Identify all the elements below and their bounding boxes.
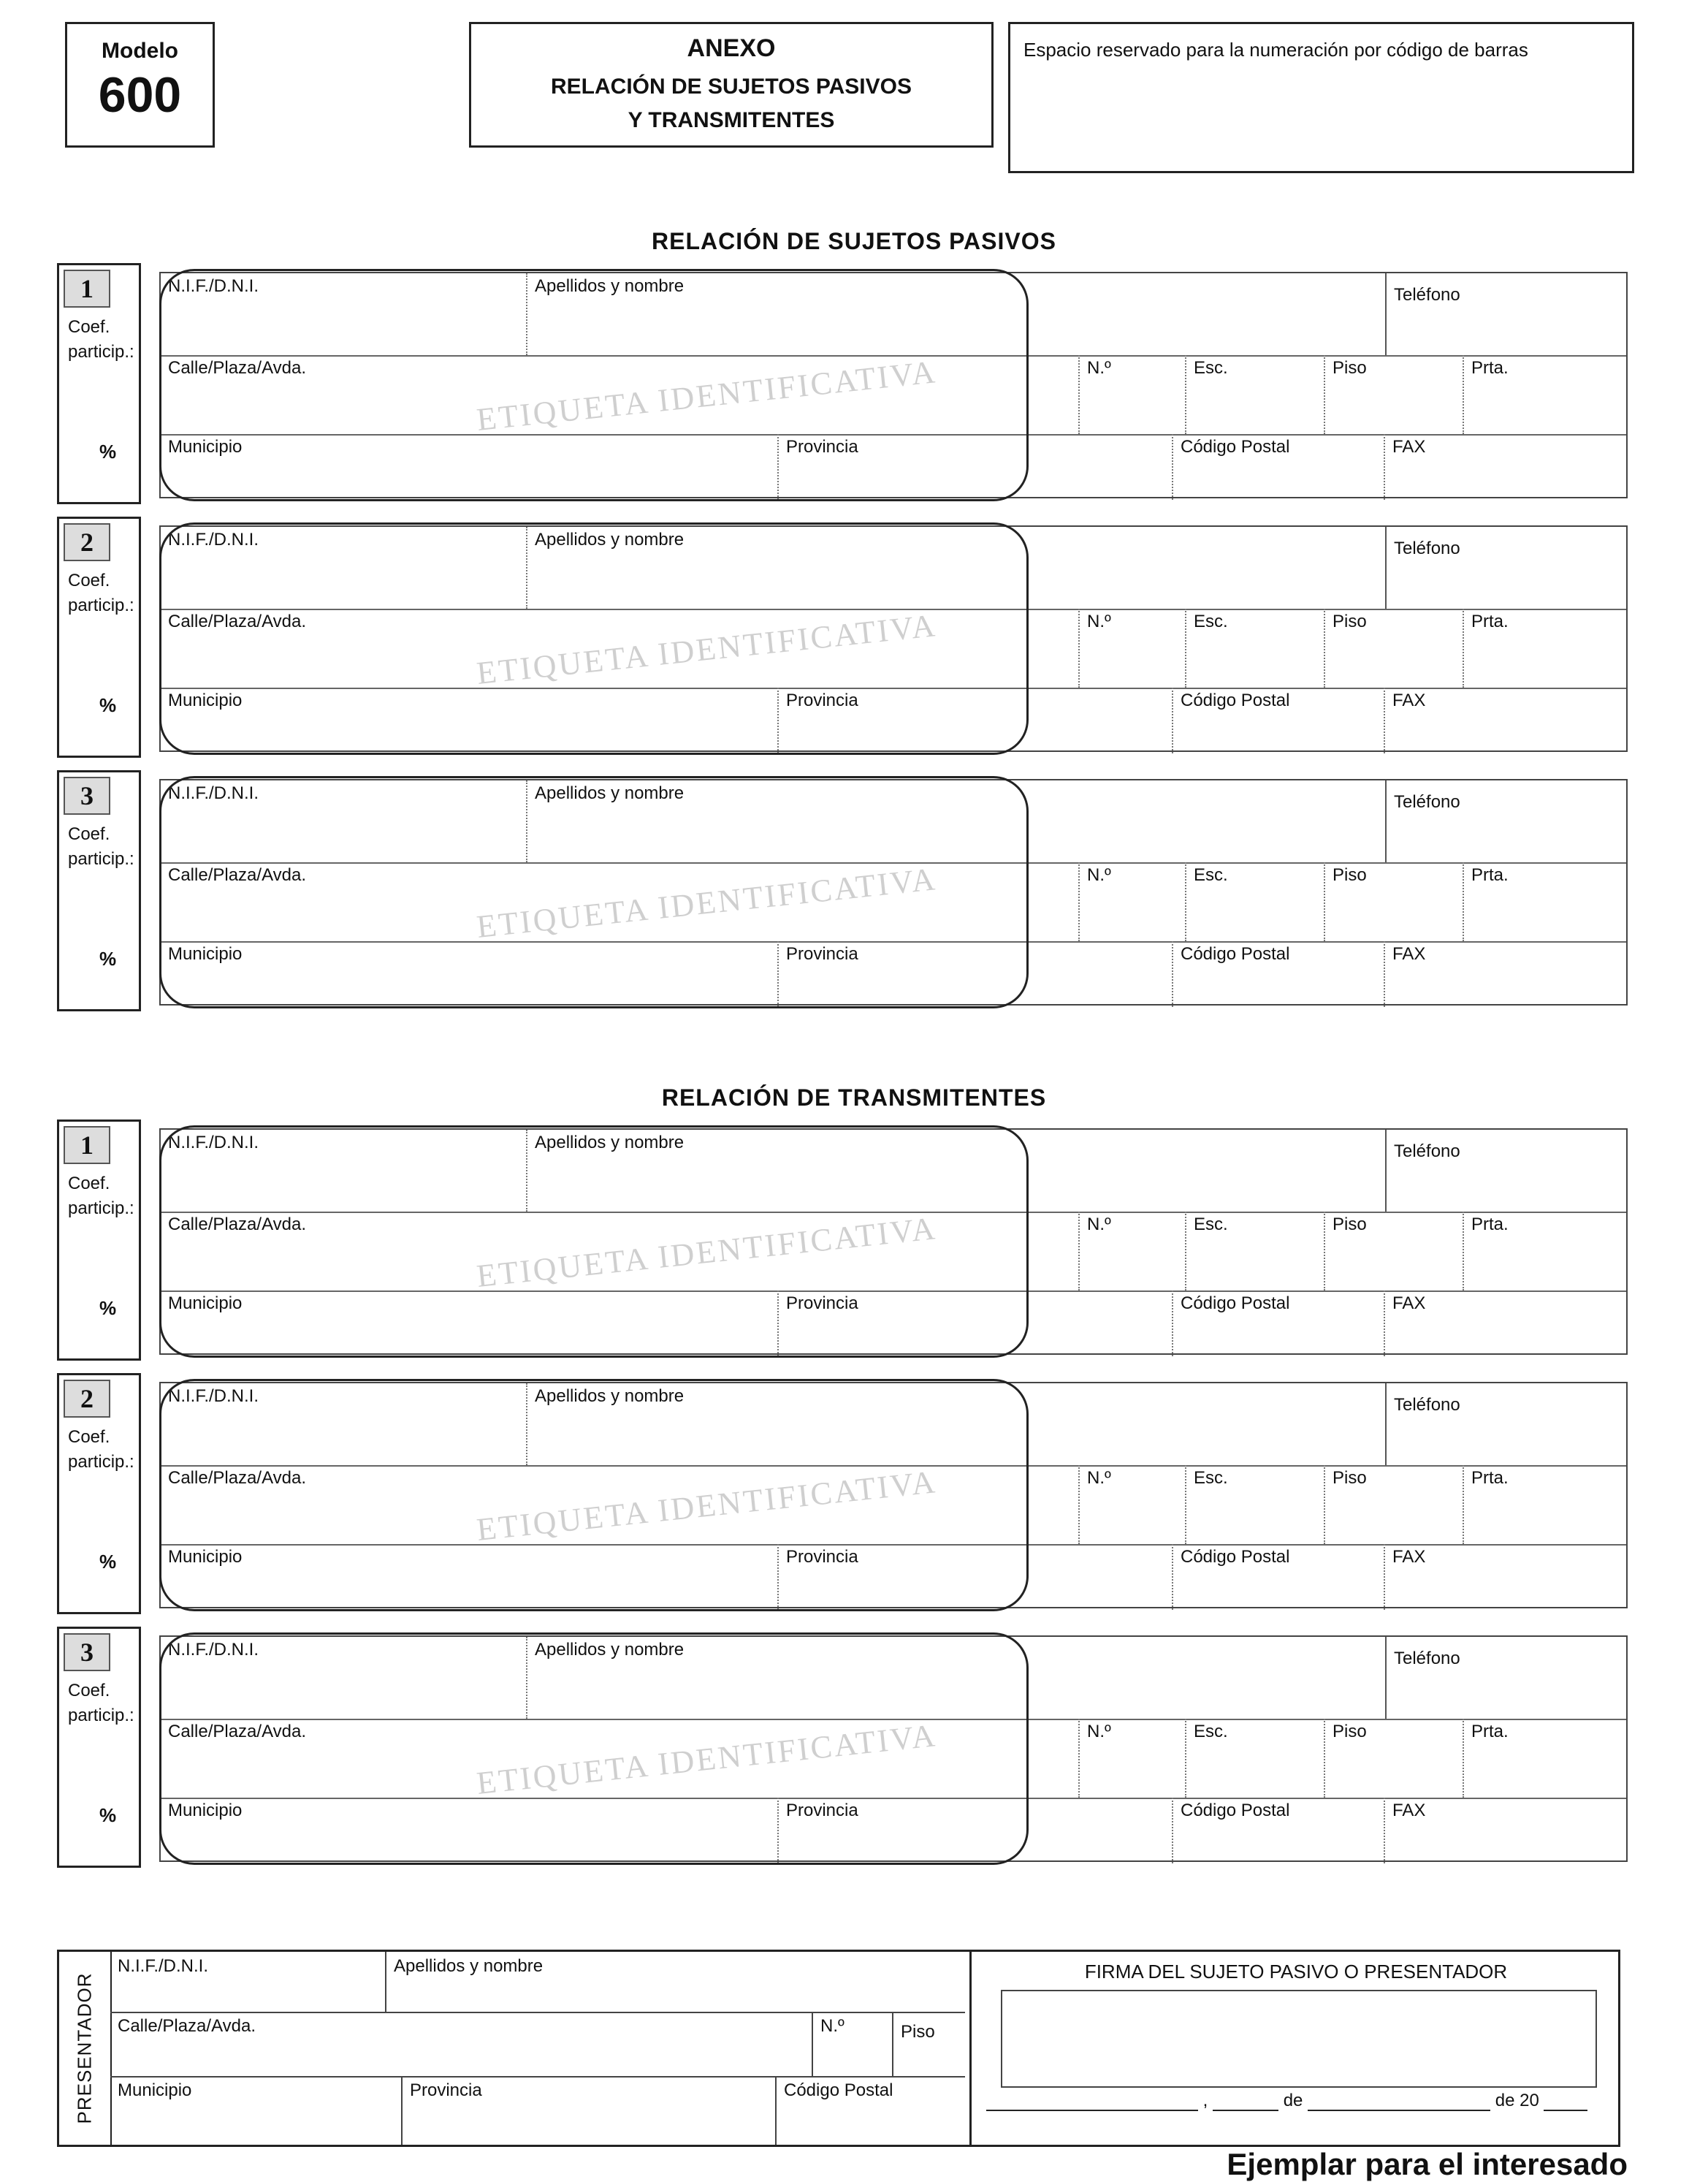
numero-field[interactable] — [1078, 1212, 1185, 1290]
prta-label: Prta. — [1471, 1722, 1509, 1741]
entry-grid — [159, 1635, 1628, 1862]
codigo-postal-field[interactable] — [1172, 1798, 1384, 1863]
piso-field[interactable] — [1324, 1719, 1463, 1798]
entry-number-column — [57, 770, 141, 1011]
coef-label — [68, 1679, 134, 1728]
row-identification — [161, 780, 1626, 864]
watermark-text: ETIQUETA IDENTIFICATIVA — [475, 1717, 939, 1801]
presentador-numero-field[interactable] — [812, 2012, 892, 2076]
fax-label: FAX — [1392, 1547, 1426, 1567]
municipio-field[interactable] — [161, 1290, 777, 1356]
coef-label — [68, 315, 134, 365]
row-identification — [161, 1383, 1626, 1467]
provincia-label: Provincia — [786, 437, 858, 457]
coef-label — [68, 1171, 134, 1221]
presentador-section — [57, 1950, 1620, 2147]
section-title-transmitentes: RELACIÓN DE TRANSMITENTES — [661, 1084, 1047, 1111]
presentador-codigo-postal-field[interactable] — [775, 2076, 965, 2145]
esc-field[interactable] — [1185, 1212, 1324, 1290]
particip-text: particip.: — [68, 1706, 134, 1725]
municipio-label: Municipio — [168, 1293, 243, 1313]
esc-field[interactable] — [1185, 1719, 1324, 1798]
presentador-municipio-label: Municipio — [118, 2080, 192, 2100]
entry-sujetos-3 — [0, 770, 1708, 1011]
coef-text: Coef. — [68, 571, 110, 590]
prta-label: Prta. — [1471, 865, 1509, 885]
entry-sujetos-2 — [0, 517, 1708, 758]
nif-label: N.I.F./D.N.I. — [168, 1640, 259, 1660]
apellidos-label: Apellidos y nombre — [535, 276, 685, 296]
piso-label: Piso — [1333, 612, 1367, 631]
row-location — [161, 688, 1626, 753]
fax-label: FAX — [1392, 437, 1426, 457]
row-address — [161, 1465, 1626, 1546]
prta-label: Prta. — [1471, 1214, 1509, 1234]
piso-label: Piso — [1333, 358, 1367, 378]
provincia-field[interactable] — [777, 1290, 1172, 1356]
telefono-field[interactable] — [1385, 1637, 1629, 1719]
entry-grid — [159, 1128, 1628, 1355]
codigo-postal-field[interactable] — [1172, 1290, 1384, 1356]
provincia-label: Provincia — [786, 1293, 858, 1313]
calle-label: Calle/Plaza/Avda. — [168, 1722, 306, 1741]
presentador-label: PRESENTADOR — [73, 1972, 96, 2124]
entry-number-column — [57, 1627, 141, 1868]
prta-field[interactable] — [1463, 1212, 1629, 1290]
row-location — [161, 1798, 1626, 1863]
provincia-field[interactable] — [777, 1544, 1172, 1610]
esc-label: Esc. — [1194, 358, 1228, 378]
row-address — [161, 609, 1626, 689]
numero-field[interactable] — [1078, 1465, 1185, 1544]
fax-label: FAX — [1392, 1801, 1426, 1820]
prta-field[interactable] — [1463, 609, 1629, 688]
date-comma: , — [1202, 2091, 1208, 2110]
codigo-postal-field[interactable] — [1172, 1544, 1384, 1610]
municipio-label: Municipio — [168, 1547, 243, 1567]
calle-field[interactable] — [161, 355, 1078, 434]
entry-grid — [159, 779, 1628, 1006]
date-year-field[interactable] — [1544, 2094, 1587, 2111]
calle-label: Calle/Plaza/Avda. — [168, 865, 306, 885]
calle-field[interactable] — [161, 862, 1078, 941]
entry-transmitentes-2 — [0, 1373, 1708, 1614]
provincia-label: Provincia — [786, 944, 858, 964]
presentador-side — [59, 1952, 112, 2145]
entry-number-column — [57, 517, 141, 758]
telefono-label: Teléfono — [1394, 1141, 1460, 1161]
date-place-field[interactable] — [986, 2094, 1198, 2111]
telefono-field[interactable] — [1385, 273, 1629, 355]
telefono-label: Teléfono — [1394, 539, 1460, 558]
fax-label: FAX — [1392, 691, 1426, 710]
piso-label: Piso — [1333, 865, 1367, 885]
municipio-field[interactable] — [161, 688, 777, 753]
coef-label — [68, 1425, 134, 1475]
entry-number: 3 — [64, 777, 110, 815]
apellidos-label: Apellidos y nombre — [535, 783, 685, 803]
presentador-codigo-postal-label: Código Postal — [784, 2080, 893, 2100]
telefono-field[interactable] — [1385, 780, 1629, 862]
presentador-nif-field[interactable] — [110, 1952, 385, 2012]
presentador-calle-label: Calle/Plaza/Avda. — [118, 2016, 256, 2036]
numero-label: N.º — [1087, 612, 1111, 631]
esc-field[interactable] — [1185, 1465, 1324, 1544]
codigo-postal-field[interactable] — [1172, 434, 1384, 500]
anexo-box — [469, 22, 994, 148]
modelo-number: 600 — [98, 67, 182, 123]
nif-field[interactable] — [161, 1130, 526, 1212]
municipio-label: Municipio — [168, 944, 243, 964]
footer-copy-label: Ejemplar para el interesado — [1227, 2147, 1628, 2181]
firma-section — [969, 1952, 1620, 2145]
numero-field[interactable] — [1078, 862, 1185, 941]
esc-field[interactable] — [1185, 862, 1324, 941]
entry-sujetos-1 — [0, 263, 1708, 504]
provincia-field[interactable] — [777, 1798, 1172, 1863]
prta-label: Prta. — [1471, 612, 1509, 631]
nif-label: N.I.F./D.N.I. — [168, 276, 259, 296]
presentador-row-3 — [110, 2076, 965, 2145]
signature-box[interactable] — [1001, 1990, 1597, 2088]
esc-field[interactable] — [1185, 609, 1324, 688]
esc-label: Esc. — [1194, 1468, 1228, 1488]
municipio-label: Municipio — [168, 437, 243, 457]
codigo-postal-label: Código Postal — [1181, 691, 1290, 710]
esc-field[interactable] — [1185, 355, 1324, 434]
row-location — [161, 434, 1626, 500]
calle-field[interactable] — [161, 1212, 1078, 1290]
coef-percent-input[interactable]: % — [99, 1804, 117, 1826]
watermark-text: ETIQUETA IDENTIFICATIVA — [475, 607, 939, 691]
prta-field[interactable] — [1463, 1719, 1629, 1798]
piso-label: Piso — [1333, 1468, 1367, 1488]
nif-label: N.I.F./D.N.I. — [168, 783, 259, 803]
piso-field[interactable] — [1324, 1212, 1463, 1290]
codigo-postal-label: Código Postal — [1181, 1547, 1290, 1567]
esc-label: Esc. — [1194, 1722, 1228, 1741]
particip-text: particip.: — [68, 1198, 134, 1218]
esc-label: Esc. — [1194, 612, 1228, 631]
coef-percent-input[interactable]: % — [99, 948, 117, 970]
presentador-provincia-field[interactable] — [401, 2076, 775, 2145]
presentador-provincia-label: Provincia — [410, 2080, 482, 2100]
anexo-line-1: RELACIÓN DE SUJETOS PASIVOS — [551, 75, 912, 99]
watermark-text: ETIQUETA IDENTIFICATIVA — [475, 1464, 939, 1548]
telefono-label: Teléfono — [1394, 1395, 1460, 1415]
presentador-apellidos-field[interactable] — [385, 1952, 965, 2012]
provincia-field[interactable] — [777, 688, 1172, 753]
row-identification — [161, 1130, 1626, 1213]
row-identification — [161, 527, 1626, 610]
date-de-1: de — [1283, 2091, 1303, 2110]
calle-field[interactable] — [161, 609, 1078, 688]
nif-label: N.I.F./D.N.I. — [168, 530, 259, 550]
codigo-postal-label: Código Postal — [1181, 1801, 1290, 1820]
anexo-subtitle — [471, 70, 991, 137]
numero-field[interactable] — [1078, 355, 1185, 434]
provincia-field[interactable] — [777, 434, 1172, 500]
telefono-label: Teléfono — [1394, 285, 1460, 305]
codigo-postal-label: Código Postal — [1181, 944, 1290, 964]
watermark-text: ETIQUETA IDENTIFICATIVA — [475, 861, 939, 945]
coef-percent-input[interactable]: % — [99, 1551, 117, 1573]
numero-label: N.º — [1087, 1468, 1111, 1488]
entry-number: 2 — [64, 1380, 110, 1418]
fax-field[interactable] — [1384, 941, 1629, 1007]
esc-label: Esc. — [1194, 865, 1228, 885]
particip-text: particip.: — [68, 849, 134, 869]
nif-field[interactable] — [161, 1637, 526, 1719]
row-address — [161, 1212, 1626, 1292]
provincia-label: Provincia — [786, 1547, 858, 1567]
municipio-field[interactable] — [161, 941, 777, 1007]
presentador-municipio-field[interactable] — [110, 2076, 401, 2145]
prta-field[interactable] — [1463, 355, 1629, 434]
row-identification — [161, 273, 1626, 357]
row-location — [161, 941, 1626, 1007]
presentador-row-1 — [110, 1952, 965, 2013]
fax-field[interactable] — [1384, 1290, 1629, 1356]
telefono-field[interactable] — [1385, 527, 1629, 609]
telefono-field[interactable] — [1385, 1383, 1629, 1465]
fax-label: FAX — [1392, 944, 1426, 964]
nif-field[interactable] — [161, 1383, 526, 1465]
municipio-field[interactable] — [161, 1798, 777, 1863]
calle-label: Calle/Plaza/Avda. — [168, 358, 306, 378]
piso-label: Piso — [1333, 1214, 1367, 1234]
fax-label: FAX — [1392, 1293, 1426, 1313]
coef-percent-input[interactable]: % — [99, 1297, 117, 1319]
entry-transmitentes-3 — [0, 1627, 1708, 1868]
calle-label: Calle/Plaza/Avda. — [168, 1214, 306, 1234]
presentador-fields — [110, 1952, 965, 2145]
numero-field[interactable] — [1078, 1719, 1185, 1798]
calle-field[interactable] — [161, 1719, 1078, 1798]
coef-text: Coef. — [68, 1427, 110, 1447]
presentador-piso-label: Piso — [901, 2022, 935, 2042]
nif-field[interactable] — [161, 527, 526, 609]
entry-number-column — [57, 1373, 141, 1614]
provincia-field[interactable] — [777, 941, 1172, 1007]
entry-grid — [159, 525, 1628, 752]
coef-text: Coef. — [68, 1681, 110, 1700]
presentador-calle-field[interactable] — [110, 2012, 812, 2076]
telefono-label: Teléfono — [1394, 1649, 1460, 1668]
telefono-field[interactable] — [1385, 1130, 1629, 1212]
entry-transmitentes-1 — [0, 1119, 1708, 1361]
presentador-numero-label: N.º — [820, 2016, 845, 2036]
date-line — [986, 2091, 1600, 2111]
piso-field[interactable] — [1324, 1465, 1463, 1544]
fax-field[interactable] — [1384, 1544, 1629, 1610]
telefono-label: Teléfono — [1394, 792, 1460, 812]
coef-text: Coef. — [68, 1174, 110, 1193]
particip-text: particip.: — [68, 342, 134, 362]
watermark-text: ETIQUETA IDENTIFICATIVA — [475, 1210, 939, 1294]
calle-label: Calle/Plaza/Avda. — [168, 1468, 306, 1488]
calle-field[interactable] — [161, 1465, 1078, 1544]
piso-field[interactable] — [1324, 862, 1463, 941]
entry-number-column — [57, 1119, 141, 1361]
coef-percent-input[interactable]: % — [99, 694, 117, 716]
entry-grid — [159, 272, 1628, 498]
row-address — [161, 862, 1626, 943]
nif-label: N.I.F./D.N.I. — [168, 1386, 259, 1406]
provincia-label: Provincia — [786, 691, 858, 710]
particip-text: particip.: — [68, 1452, 134, 1472]
codigo-postal-label: Código Postal — [1181, 437, 1290, 457]
numero-label: N.º — [1087, 1722, 1111, 1741]
presentador-row-2 — [110, 2012, 965, 2078]
piso-label: Piso — [1333, 1722, 1367, 1741]
coef-label — [68, 822, 134, 872]
fax-field[interactable] — [1384, 688, 1629, 753]
presentador-apellidos-label: Apellidos y nombre — [394, 1956, 544, 1976]
row-identification — [161, 1637, 1626, 1720]
entry-number: 3 — [64, 1633, 110, 1671]
coef-label — [68, 569, 134, 618]
municipio-field[interactable] — [161, 434, 777, 500]
apellidos-label: Apellidos y nombre — [535, 1640, 685, 1660]
barcode-area: Espacio reservado para la numeración por código de barras — [1008, 22, 1634, 173]
piso-field[interactable] — [1324, 355, 1463, 434]
esc-label: Esc. — [1194, 1214, 1228, 1234]
calle-label: Calle/Plaza/Avda. — [168, 612, 306, 631]
codigo-postal-field[interactable] — [1172, 688, 1384, 753]
date-de-2: de 20 — [1495, 2091, 1539, 2110]
numero-label: N.º — [1087, 865, 1111, 885]
nif-label: N.I.F./D.N.I. — [168, 1133, 259, 1152]
municipio-label: Municipio — [168, 1801, 243, 1820]
presentador-nif-label: N.I.F./D.N.I. — [118, 1956, 209, 1976]
modelo-box — [65, 22, 215, 148]
row-location — [161, 1544, 1626, 1610]
prta-label: Prta. — [1471, 358, 1509, 378]
fax-field[interactable] — [1384, 1798, 1629, 1863]
provincia-label: Provincia — [786, 1801, 858, 1820]
modelo-label: Modelo — [102, 39, 178, 63]
nif-field[interactable] — [161, 780, 526, 862]
row-location — [161, 1290, 1626, 1356]
prta-field[interactable] — [1463, 1465, 1629, 1544]
entry-grid — [159, 1382, 1628, 1608]
entry-number: 2 — [64, 523, 110, 561]
coef-text: Coef. — [68, 317, 110, 337]
coef-text: Coef. — [68, 824, 110, 844]
codigo-postal-field[interactable] — [1172, 941, 1384, 1007]
anexo-line-2: Y TRANSMITENTES — [628, 108, 835, 132]
coef-percent-input[interactable]: % — [99, 441, 117, 463]
presentador-piso-field[interactable] — [892, 2012, 965, 2076]
numero-label: N.º — [1087, 1214, 1111, 1234]
watermark-text: ETIQUETA IDENTIFICATIVA — [475, 354, 939, 438]
row-address — [161, 355, 1626, 436]
date-month-field[interactable] — [1308, 2094, 1490, 2111]
prta-label: Prta. — [1471, 1468, 1509, 1488]
apellidos-label: Apellidos y nombre — [535, 1133, 685, 1152]
fax-field[interactable] — [1384, 434, 1629, 500]
numero-label: N.º — [1087, 358, 1111, 378]
prta-field[interactable] — [1463, 862, 1629, 941]
entry-number-column — [57, 263, 141, 504]
date-day-field[interactable] — [1213, 2094, 1278, 2111]
numero-field[interactable] — [1078, 609, 1185, 688]
piso-field[interactable] — [1324, 609, 1463, 688]
apellidos-label: Apellidos y nombre — [535, 1386, 685, 1406]
firma-title: FIRMA DEL SUJETO PASIVO O PRESENTADOR — [1084, 1961, 1508, 1983]
municipio-field[interactable] — [161, 1544, 777, 1610]
anexo-title: ANEXO — [687, 34, 776, 62]
apellidos-label: Apellidos y nombre — [535, 530, 685, 550]
nif-field[interactable] — [161, 273, 526, 355]
row-address — [161, 1719, 1626, 1799]
municipio-label: Municipio — [168, 691, 243, 710]
codigo-postal-label: Código Postal — [1181, 1293, 1290, 1313]
particip-text: particip.: — [68, 596, 134, 615]
section-title-sujetos: RELACIÓN DE SUJETOS PASIVOS — [652, 228, 1056, 254]
entry-number: 1 — [64, 1126, 110, 1164]
entry-number: 1 — [64, 270, 110, 308]
